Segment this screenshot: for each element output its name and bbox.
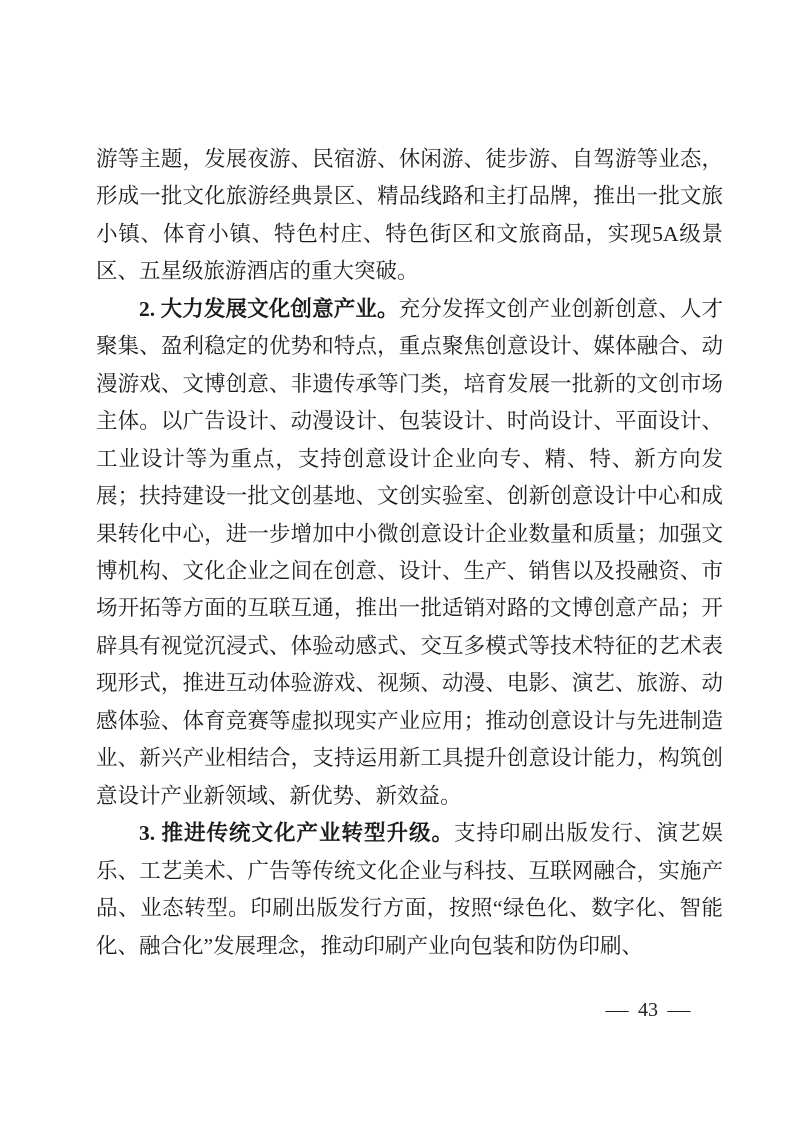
section-2-heading: 2. 大力发展文化创意产业。 [139, 296, 399, 321]
page-number-left-dash: — [605, 999, 629, 1021]
paragraph-text: 充分发挥文创产业创新创意、人才聚集、盈利稳定的优势和特点，重点聚焦创意设计、媒体融合、动漫游戏、文博创意、非遗传承等门类，培育发展一批新的文创市场主体。以广告设计、动漫设计、包装设计、时尚设计、平面设计、工业设计等为重点，支持创意设计企业向专、精、特、新方向发展；扶持建设一批文创基地、文创实验室、创新创意设计中心和成果转化中心，进一步增加中小微创意设计企业数量和质量；加强文博机构、文化企业之间在创意、设计、生产、销售以及投融资、市场开拓等方面的互联互通，推出一批适销对路的文博创意产品；开辟具有视觉沉浸式、体验动感式、交互多模式等技术特征的艺术表现形式，推进互动体验游戏、视频、动漫、电影、演艺、旅游、动感体验、体育竞赛等虚拟现实产业应用；推动创意设计与先进制造业、新兴产业相结合，支持运用新工具提升创意设计能力，构筑创意设计产业新领域、新优势、新效益。 [96, 296, 723, 808]
page-number-value: 43 [638, 999, 658, 1021]
section-3-heading: 3. 推进传统文化产业转型升级。 [139, 821, 454, 846]
paragraph-section-3 [96, 815, 723, 965]
page-content [96, 141, 723, 965]
paragraph-text: 支持印刷出版发行、演艺娱乐、工艺美术、广告等传统文化企业与科技、互联网融合，实施产品、业态转型。印刷出版发行方面，按照“绿色化、数字化、智能化、融合化”发展理念，推动印刷产业向包装和防伪印刷、 [96, 821, 723, 958]
page-number [607, 999, 689, 1022]
paragraph-section-2 [96, 291, 723, 815]
paragraph-text: 游等主题，发展夜游、民宿游、休闲游、徒步游、自驾游等业态，形成一批文化旅游经典景区、精品线路和主打品牌，推出一批文旅小镇、体育小镇、特色村庄、特色街区和文旅商品，实现5A级景区、五星级旅游酒店的重大突破。 [96, 147, 723, 284]
page-number-right-dash: — [667, 999, 691, 1021]
paragraph-continuation [96, 141, 723, 291]
